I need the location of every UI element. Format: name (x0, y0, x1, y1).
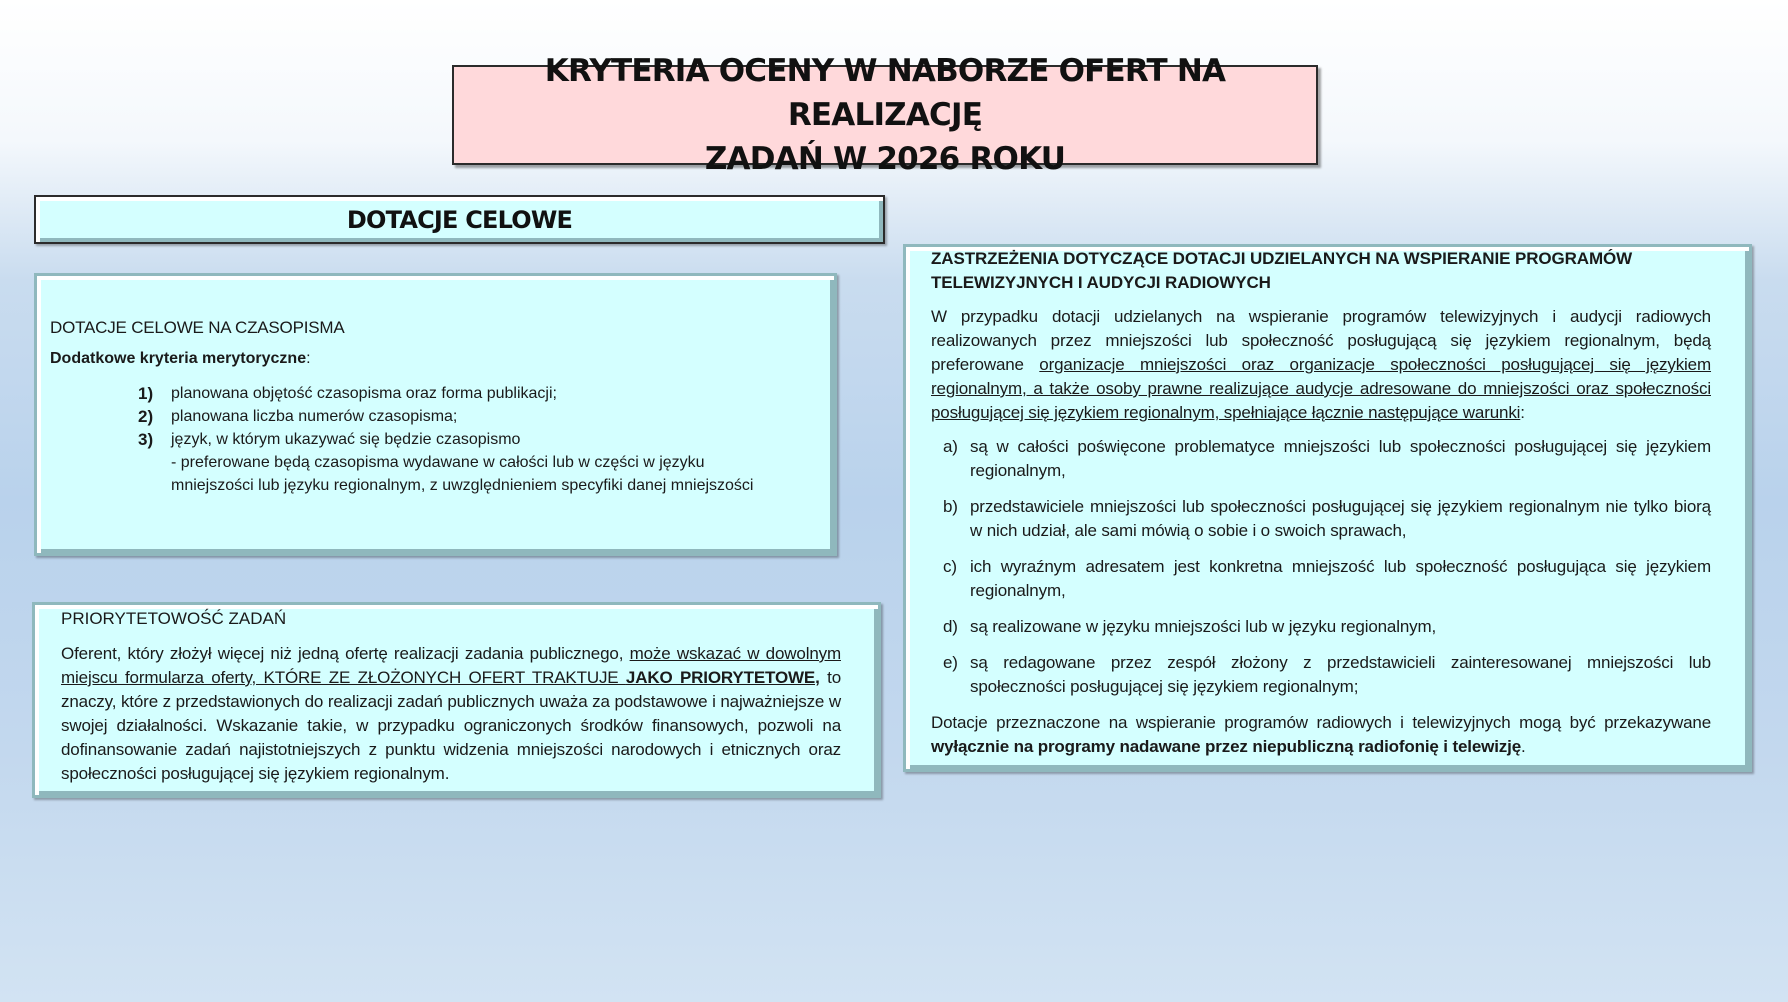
criteria-number: 2) (138, 407, 154, 426)
czasopisma-panel (34, 273, 837, 556)
condition-item (943, 651, 1711, 699)
priorytet-underlined-bold: JAKO PRIORYTETOWE, (625, 668, 820, 687)
conditions-list (931, 435, 1711, 699)
criteria-subtitle-colon: : (306, 350, 311, 367)
condition-text: są w całości poświęcone problematyce mniejszości lub społeczności posługującej się językiem regionalnym, (970, 437, 1711, 480)
criteria-list (50, 382, 822, 451)
priorytetowosc-title: PRIORYTETOWOŚĆ ZADAŃ (61, 609, 287, 628)
main-title (452, 53, 1318, 177)
main-title-line1: KRYTERIA OCENY W NABORZE OFERT NA REALIZACJĘ (544, 53, 1226, 133)
priorytetowosc-panel (32, 602, 881, 798)
zastrzezenia-final (931, 711, 1711, 759)
criteria-note: - preferowane będą czasopisma wydawane w całości lub w części w języku mniejszości lub języku regionalnym, z uwzględnieniem specyfiki danej mniejszości (171, 454, 754, 494)
dotacje-celowe-header-label: DOTACJE CELOWE (346, 205, 573, 234)
criteria-text: język, w którym ukazywać się będzie czasopismo (171, 431, 521, 448)
criteria-item (138, 428, 822, 451)
criteria-subtitle-text: Dodatkowe kryteria merytoryczne (50, 350, 307, 367)
dotacje-celowe-header (34, 195, 885, 244)
zastrzezenia-intro-part1: W przypadku dotacji udzielanych na wspieranie programów telewizyjnych i audycji radiowych realizowanych przez mniejszości lub społeczność posługującą się językiem regionalnym, będą preferowane (931, 307, 1711, 374)
criteria-item (138, 382, 822, 405)
main-title-line2: ZADAŃ W 2026 ROKU (704, 141, 1066, 177)
zastrzezenia-final-bold: wyłącznie na programy nadawane przez niepubliczną radiofonię i telewizję (931, 737, 1522, 756)
zastrzezenia-intro (931, 305, 1711, 425)
condition-item (943, 495, 1711, 543)
criteria-number: 3) (138, 430, 154, 449)
czasopisma-title: DOTACJE CELOWE NA CZASOPISMA (50, 318, 345, 337)
zastrzezenia-final-dot: . (1521, 737, 1526, 756)
condition-item (943, 435, 1711, 483)
condition-letter: b) (943, 497, 958, 516)
priorytetowosc-body (61, 642, 841, 786)
zastrzezenia-title: ZASTRZEŻENIA DOTYCZĄCE DOTACJI UDZIELANYCH NA WSPIERANIE PROGRAMÓW TELEWIZYJNYCH I AUDYCJI RADIOWYCH (931, 249, 1633, 292)
criteria-text: planowana liczba numerów czasopisma; (171, 408, 458, 425)
criteria-note-item (138, 451, 822, 497)
zastrzezenia-final-part1: Dotacje przeznaczone na wspieranie programów radiowych i telewizyjnych mogą być przekazywane (931, 713, 1711, 732)
condition-text: są redagowane przez zespół złożony z przedstawicieli zainteresowanej mniejszości lub społeczności posługującej się językiem regionalnym; (970, 653, 1711, 696)
condition-letter: c) (943, 557, 957, 576)
zastrzezenia-intro-underlined: organizacje mniejszości oraz organizacje społeczności posługującej się językiem regionalnym, a także osoby prawne realizujące audycje adresowane do mniejszości oraz społeczności posługującej się językiem regionalnym, spełniające łącznie następujące warunki (931, 355, 1712, 422)
priorytet-underlined-text: może wskazać w dowolnym miejscu formularza oferty, KTÓRE ZE ZŁOŻONYCH OFERT TRAKTUJE (61, 644, 841, 687)
condition-text: są realizowane w języku mniejszości lub w języku regionalnym, (970, 617, 1437, 636)
criteria-number: 1) (138, 384, 154, 403)
condition-item (943, 615, 1711, 639)
priorytet-text-part2: to znaczy, które z przedstawionych do realizacji zadań publicznych uważa za podstawowe i najważniejsze w swojej działalności. Wskazanie takie, w przypadku ograniczonych środków finansowych, pozwoli na dofinansowanie zadań najistotniejszych z punktu widzenia mniejszości narodowych i etnicznych oraz społeczności posługującej się językiem regionalnym. (61, 668, 841, 783)
criteria-text: planowana objętość czasopisma oraz forma publikacji; (171, 385, 557, 402)
condition-letter: d) (943, 617, 958, 636)
criteria-item (138, 405, 822, 428)
condition-letter: a) (943, 437, 958, 456)
criteria-note-wrap (50, 451, 822, 497)
zastrzezenia-panel (903, 244, 1752, 772)
criteria-subtitle (50, 348, 822, 370)
condition-text: przedstawiciele mniejszości lub społeczności posługującej się językiem regionalnym nie tylko biorą w nich udział, ale sami mówią o sobie i o swoich sprawach, (970, 497, 1711, 540)
condition-letter: e) (943, 653, 958, 672)
condition-text: ich wyraźnym adresatem jest konkretna mniejszość lub społeczność posługująca się językiem regionalnym, (970, 557, 1711, 600)
condition-item (943, 555, 1711, 603)
priorytet-text-part1: Oferent, który złożył więcej niż jedną ofertę realizacji zadania publicznego, (61, 644, 630, 663)
zastrzezenia-intro-colon: : (1520, 403, 1525, 422)
